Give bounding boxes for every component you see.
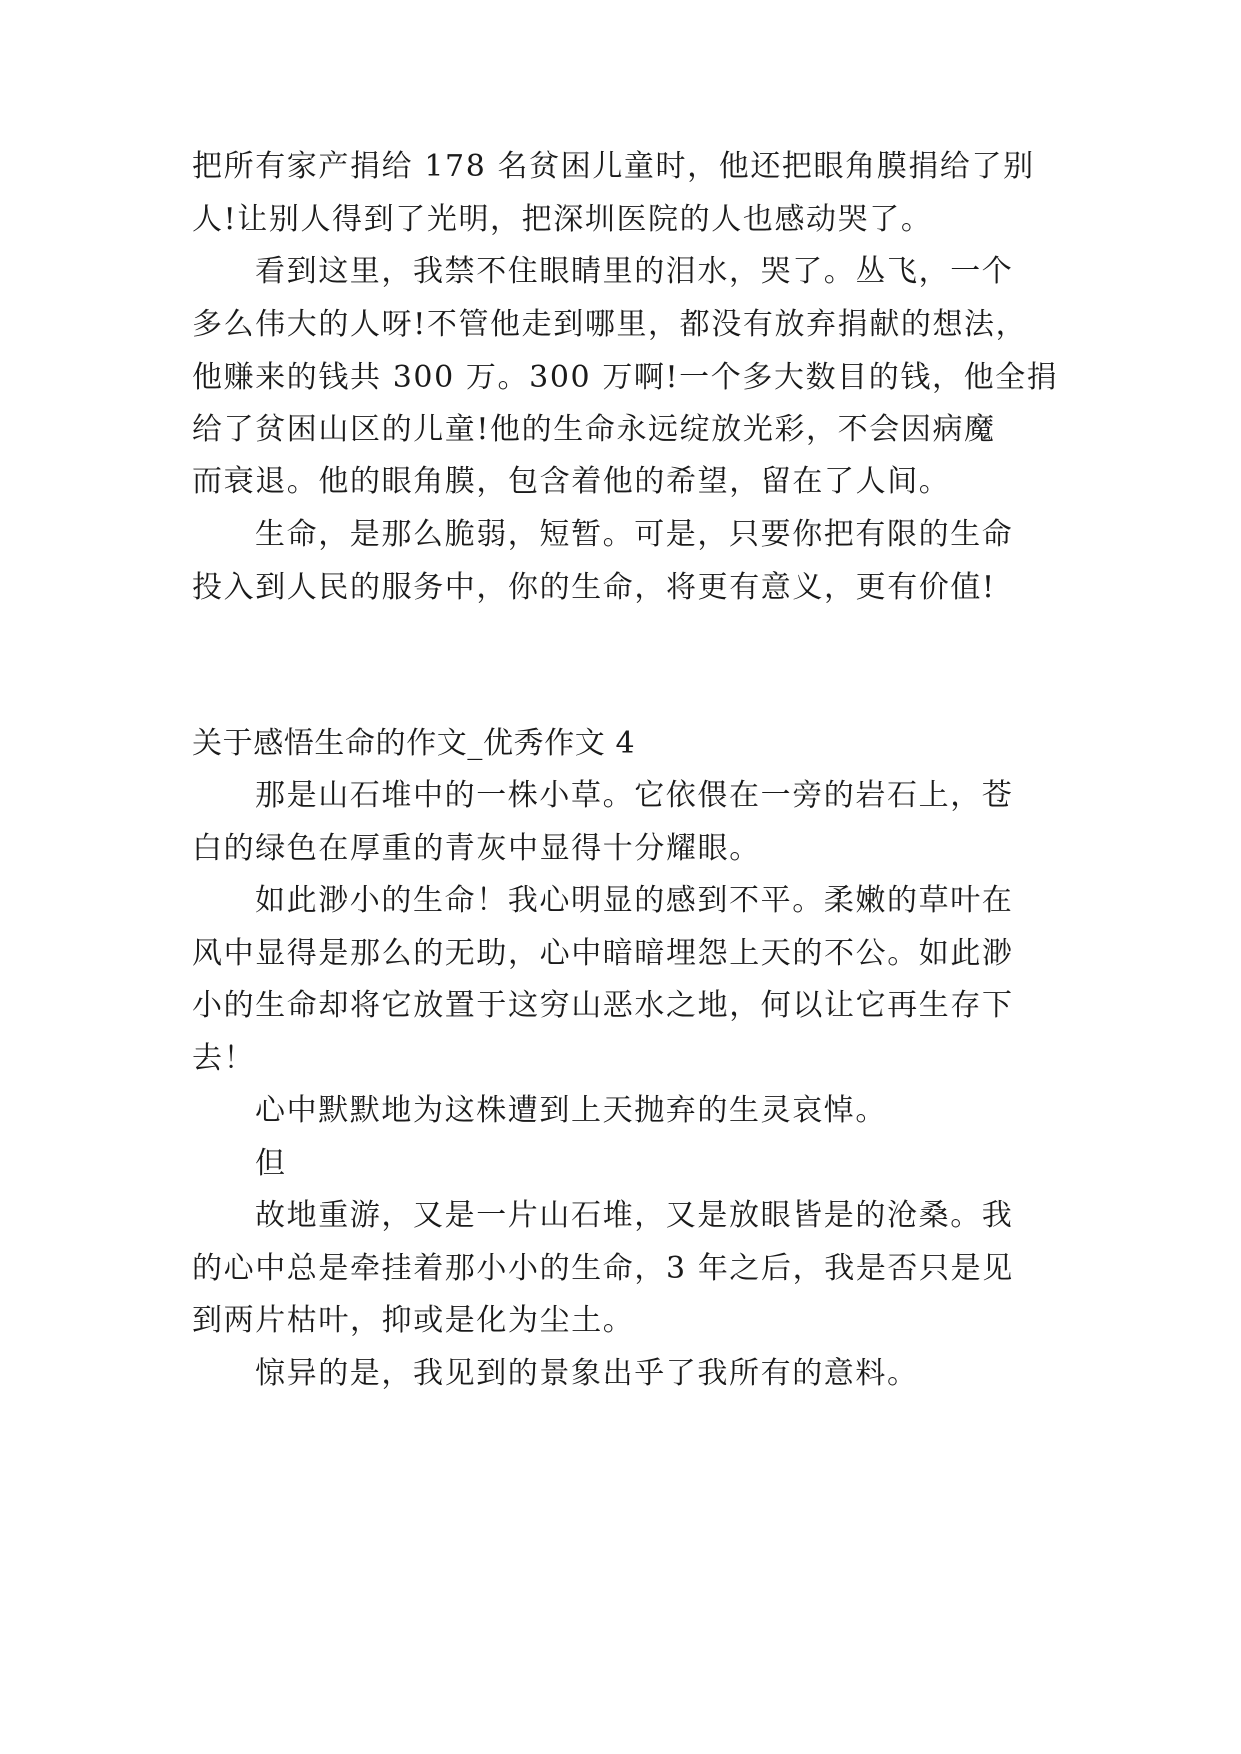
paragraph-start-line: 生命，是那么脆弱，短暂。可是，只要你把有限的生命 xyxy=(255,517,1014,552)
paragraph-start-line: 惊异的是，我见到的景象出乎了我所有的意料。 xyxy=(255,1356,919,1391)
text-line: 而衰退。他的眼角膜，包含着他的希望，留在了人间。 xyxy=(192,464,951,499)
paragraph-start-line: 如此渺小的生命！我心明显的感到不平。柔嫩的草叶在 xyxy=(255,883,1014,918)
text-line: 白的绿色在厚重的青灰中显得十分耀眼。 xyxy=(192,831,761,866)
text-line: 他赚来的钱共 300 万。300 万啊!一个多大数目的钱，他全捐 xyxy=(192,360,1059,395)
text-line: 的心中总是牵挂着那小小的生命，3 年之后，我是否只是见 xyxy=(192,1251,1014,1286)
text-line: 多么伟大的人呀!不管他走到哪里，都没有放弃捐献的想法， xyxy=(192,307,1028,342)
text-line: 风中显得是那么的无助，心中暗暗埋怨上天的不公。如此渺 xyxy=(192,936,1014,971)
paragraph-start-line: 心中默默地为这株遭到上天抛弃的生灵哀悼。 xyxy=(255,1093,887,1128)
paragraph-start-line: 看到这里，我禁不住眼睛里的泪水，哭了。丛飞，一个 xyxy=(255,254,1014,289)
text-line: 小的生命却将它放置于这穷山恶水之地，何以让它再生存下 xyxy=(192,988,1014,1023)
text-line: 把所有家产捐给 178 名贫困儿童时，他还把眼角膜捐给了别 xyxy=(192,149,1035,184)
text-line: 给了贫困山区的儿童!他的生命永远绽放光彩，不会因病魔 xyxy=(192,412,996,447)
paragraph-start-line: 那是山石堆中的一株小草。它依偎在一旁的岩石上，苍 xyxy=(255,778,1014,813)
paragraph-start-line: 故地重游，又是一片山石堆，又是放眼皆是的沧桑。我 xyxy=(255,1198,1014,1233)
paragraph-start-line: 但 xyxy=(255,1146,287,1181)
text-line: 到两片枯叶，抑或是化为尘土。 xyxy=(192,1303,635,1338)
text-line: 人!让别人得到了光明，把深圳医院的人也感动哭了。 xyxy=(192,202,933,237)
text-line: 投入到人民的服务中，你的生命，将更有意义，更有价值! xyxy=(192,570,996,605)
section-title: 关于感悟生命的作文_优秀作文 4 xyxy=(192,726,636,761)
text-line: 去！ xyxy=(192,1041,256,1076)
